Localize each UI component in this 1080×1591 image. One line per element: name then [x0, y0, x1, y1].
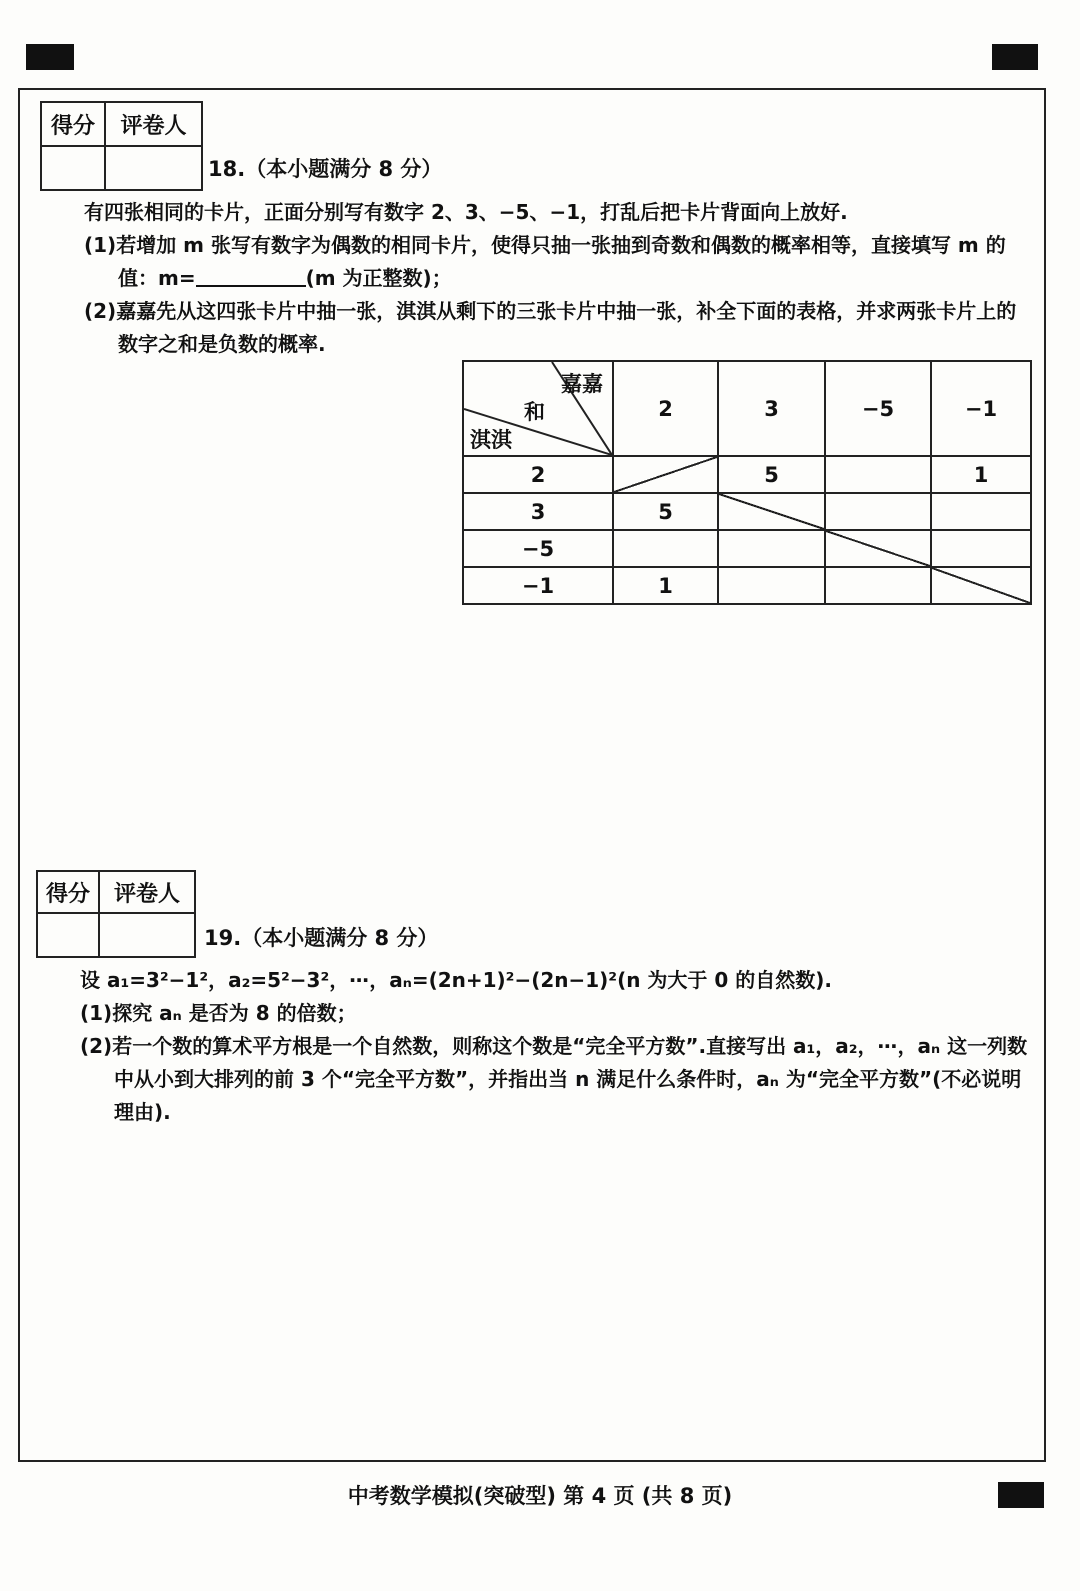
col-header: 3	[718, 361, 825, 456]
diagonal-cell	[718, 493, 825, 530]
q18-part1	[84, 229, 1034, 295]
row-header: 2	[463, 456, 613, 493]
corner-mark-top-right	[992, 44, 1038, 70]
diagonal-cell	[613, 456, 718, 493]
q18-part1-text: (1)若增加 m 张写有数字为偶数的相同卡片，使得只抽一张抽到奇数和偶数的概率相等，直接填写 m 的值：m=	[84, 233, 1006, 290]
q18-part2: (2)嘉嘉先从这四张卡片中抽一张，淇淇从剩下的三张卡片中抽一张，补全下面的表格，并求两张卡片上的数字之和是负数的概率.	[84, 299, 1017, 356]
table-cell[interactable]	[931, 493, 1031, 530]
score-box-q19	[36, 870, 196, 958]
row-header: −5	[463, 530, 613, 567]
table-row	[463, 530, 1031, 567]
q19-body	[80, 964, 1034, 1129]
q18-part1-suffix: (m 为正整数)；	[305, 266, 452, 290]
col-header: −1	[931, 361, 1031, 456]
score-input-cell[interactable]	[37, 913, 99, 957]
col-header: −5	[825, 361, 931, 456]
row-header: 3	[463, 493, 613, 530]
q18-body	[84, 196, 1034, 361]
grader-label: 评卷人	[105, 102, 202, 146]
table-cell[interactable]	[718, 567, 825, 604]
row-header: −1	[463, 567, 613, 604]
score-input-cell[interactable]	[41, 146, 105, 190]
corner-label-qiqi: 淇淇	[470, 428, 512, 452]
q19-title: 19.（本小题满分 8 分）	[204, 926, 439, 950]
table-cell[interactable]: 5	[613, 493, 718, 530]
col-header: 2	[613, 361, 718, 456]
table-cell[interactable]: 1	[613, 567, 718, 604]
q18-intro: 有四张相同的卡片，正面分别写有数字 2、3、−5、−1，打乱后把卡片背面向上放好.	[84, 200, 848, 224]
score-box-q18	[40, 101, 203, 191]
answer-blank-m[interactable]	[196, 265, 306, 287]
table-cell[interactable]	[825, 567, 931, 604]
score-label: 得分	[41, 102, 105, 146]
table-cell[interactable]: 1	[931, 456, 1031, 493]
grader-input-cell[interactable]	[99, 913, 195, 957]
corner-mark-top-left	[26, 44, 74, 70]
q19-part1: (1)探究 aₙ 是否为 8 的倍数；	[80, 1001, 357, 1025]
diagonal-cell	[931, 567, 1031, 604]
table-row	[463, 493, 1031, 530]
table-cell[interactable]	[718, 530, 825, 567]
grader-label: 评卷人	[99, 871, 195, 913]
table-cell[interactable]	[825, 493, 931, 530]
table-cell[interactable]	[931, 530, 1031, 567]
corner-label-jiajia: 嘉嘉	[561, 372, 603, 396]
grader-input-cell[interactable]	[105, 146, 202, 190]
score-label: 得分	[37, 871, 99, 913]
table-row	[463, 567, 1031, 604]
sum-table	[462, 360, 1032, 605]
diagonal-cell	[825, 530, 931, 567]
table-cell[interactable]: 5	[718, 456, 825, 493]
table-row	[463, 456, 1031, 493]
table-cell[interactable]	[825, 456, 931, 493]
table-cell[interactable]	[613, 530, 718, 567]
q18-title: 18.（本小题满分 8 分）	[208, 157, 443, 181]
page-footer: 中考数学模拟(突破型) 第 4 页 (共 8 页)	[347, 1484, 733, 1508]
q19-intro: 设 a₁=3²−1²，a₂=5²−3²，⋯，aₙ=(2n+1)²−(2n−1)²(n 为大于 0 的自然数).	[80, 968, 832, 992]
q19-part2: (2)若一个数的算术平方根是一个自然数，则称这个数是“完全平方数”.直接写出 a₁，a₂，⋯，aₙ 这一列数中从小到大排列的前 3 个“完全平方数”，并指出当 n 满足什么条件时，aₙ 为“完全平方数”(不必说明理由).	[80, 1034, 1028, 1124]
table-corner-cell	[463, 361, 613, 456]
corner-label-sum: 和	[524, 400, 545, 424]
